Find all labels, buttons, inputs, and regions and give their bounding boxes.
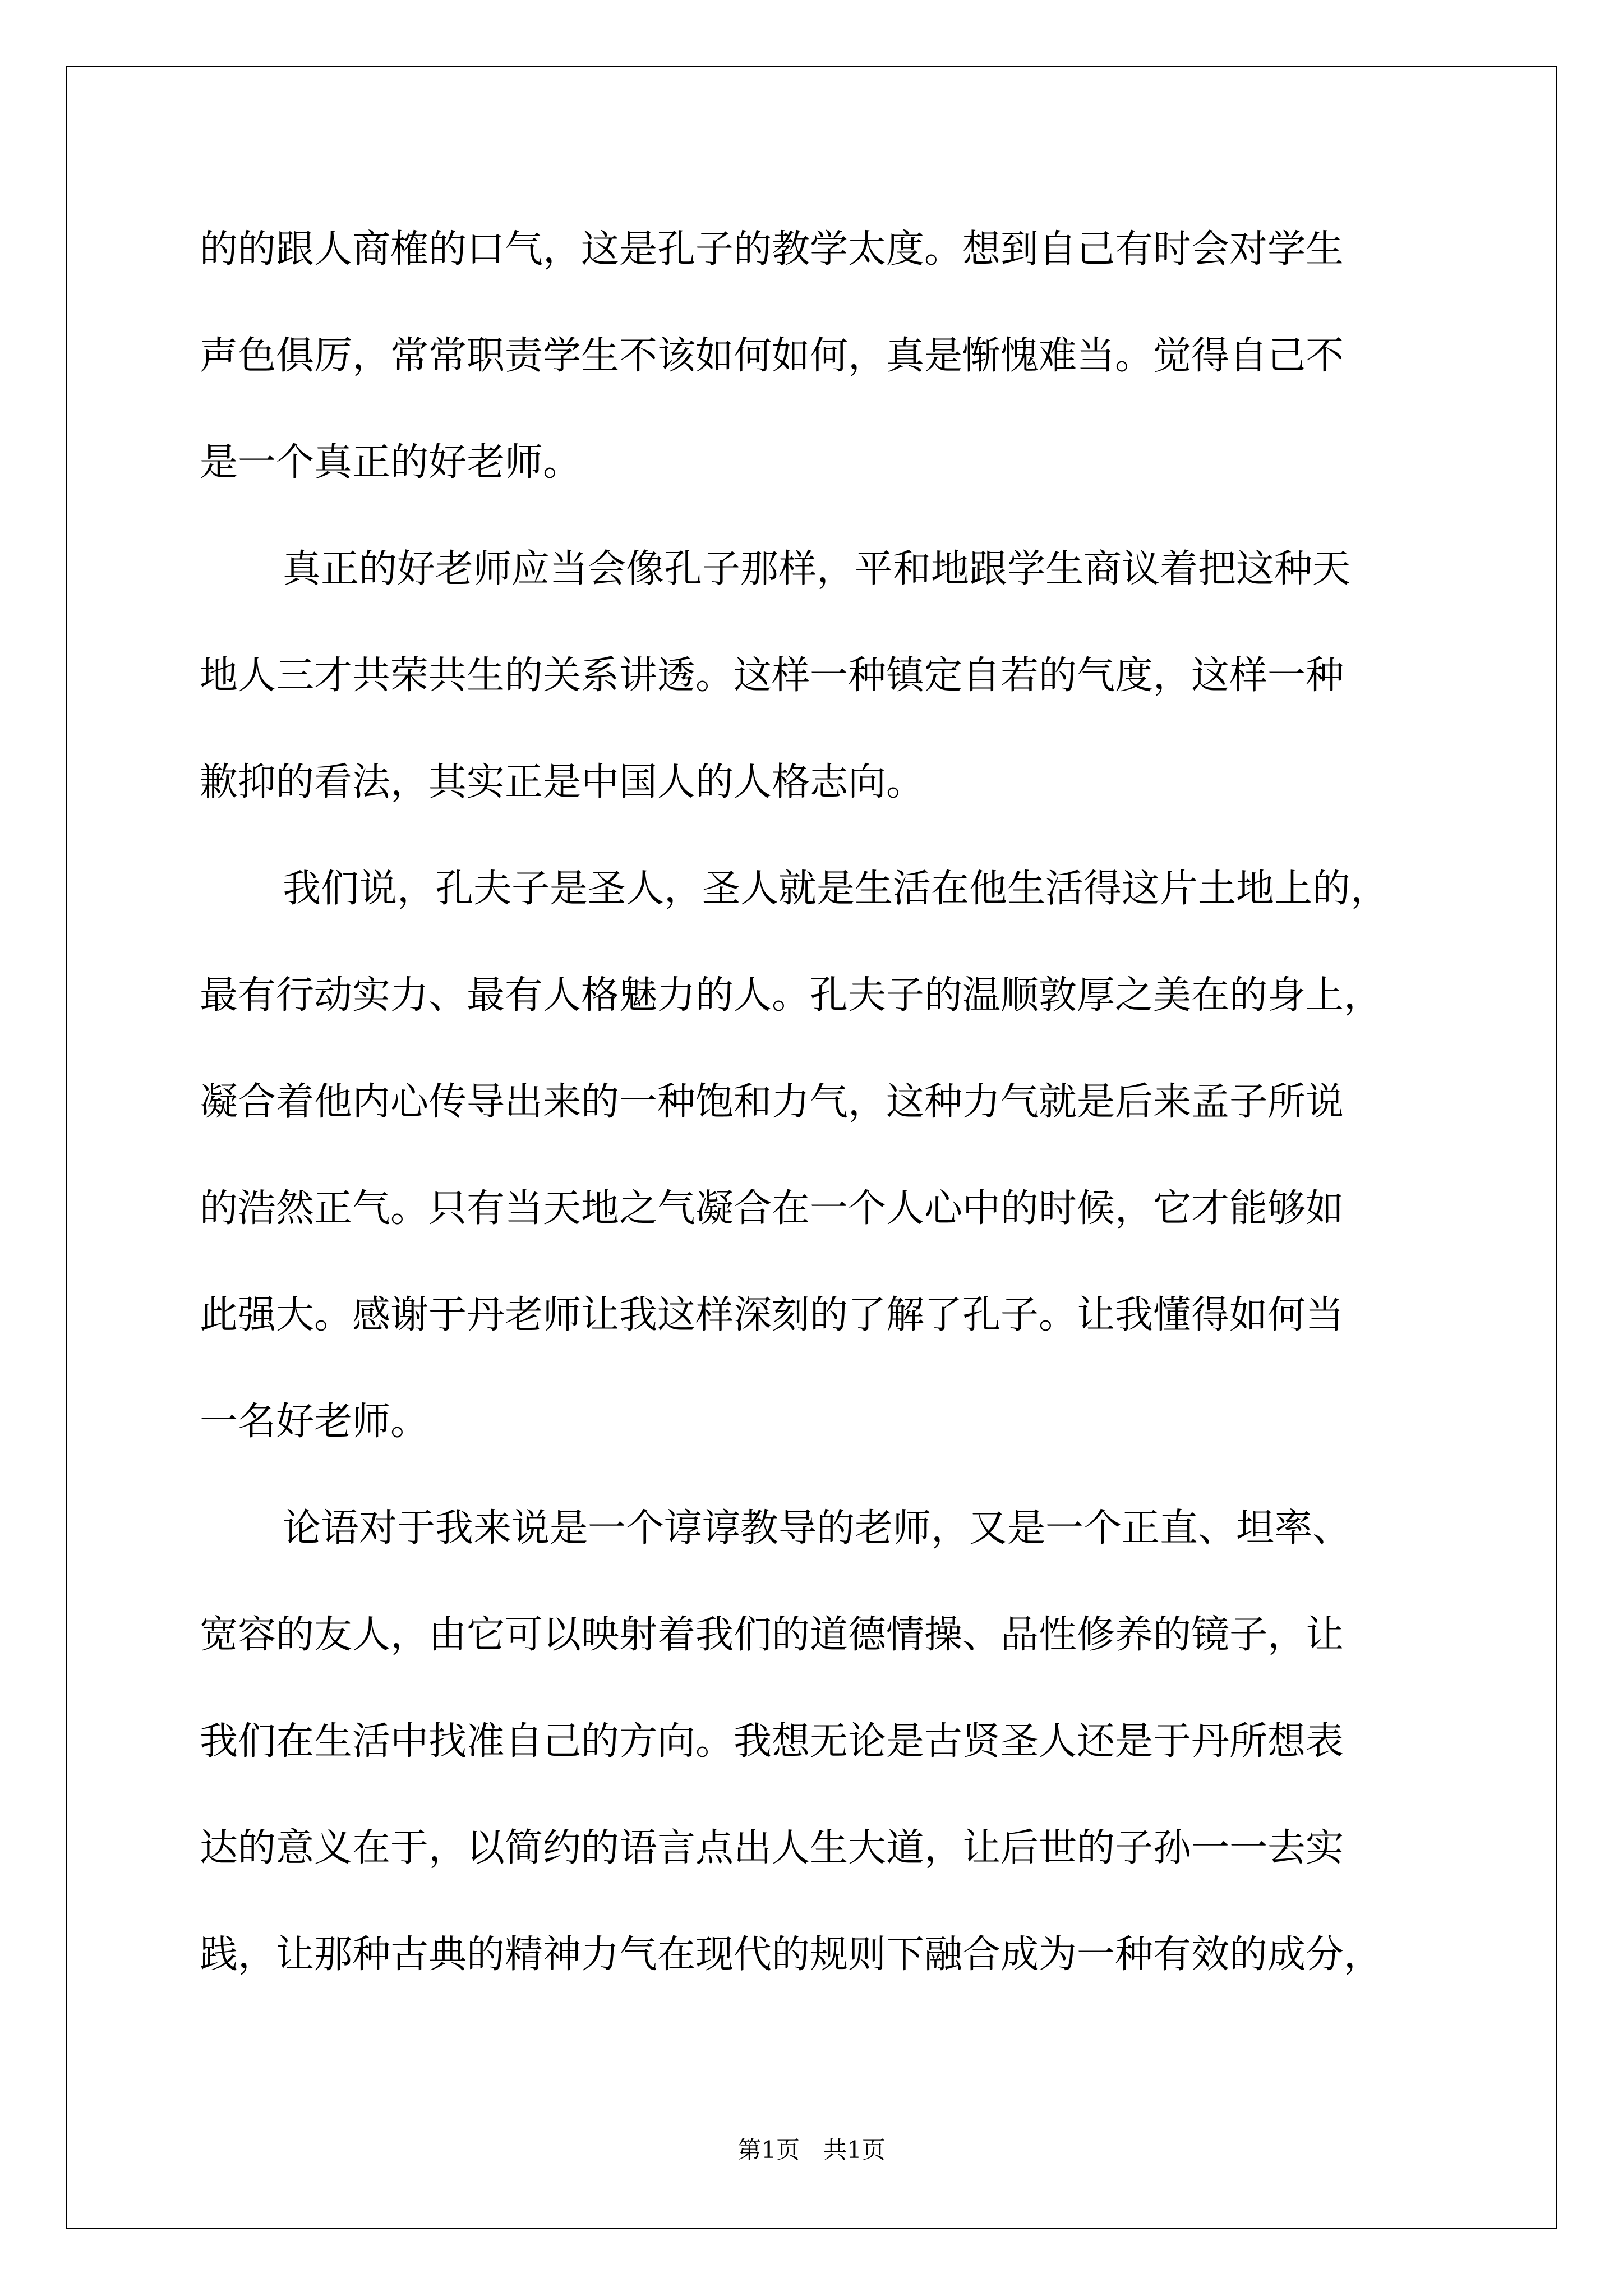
page-footer: 第1页 共1页 (737, 2136, 886, 2164)
paragraph-first-line: 真正的好老师应当会像孔子那样，平和地跟学生商议着把这种天 (283, 547, 1351, 591)
document-body (200, 216, 1428, 2028)
text-line: 歉抑的看法，其实正是中国人的人格志向。 (200, 760, 925, 804)
text-line: 达的意义在于，以简约的语言点出人生大道，让后世的子孙一一去实 (200, 1826, 1344, 1870)
text-line: 的的跟人商榷的口气，这是孔子的教学太度。想到自己有时会对学生 (200, 227, 1344, 272)
text-line: 我们在生活中找准自己的方向。我想无论是古贤圣人还是于丹所想表 (200, 1719, 1344, 1764)
text-line: 地人三才共荣共生的关系讲透。这样一种镇定自若的气度，这样一种 (200, 654, 1344, 698)
text-line: 凝合着他内心传导出来的一种饱和力气，这种力气就是后来孟子所说 (200, 1080, 1344, 1124)
text-line: 宽容的友人，由它可以映射着我们的道德情操、品性修养的镜子，让 (200, 1613, 1344, 1657)
text-line: 一名好老师。 (200, 1400, 429, 1444)
paragraph-first-line: 我们说，孔夫子是圣人，圣人就是生活在他生活得这片土地上的， (283, 867, 1389, 911)
text-line: 此强大。感谢于丹老师让我这样深刻的了解了孔子。让我懂得如何当 (200, 1293, 1344, 1337)
paragraph-first-line: 论语对于我来说是一个谆谆教导的老师，又是一个正直、坦率、 (283, 1506, 1351, 1550)
text-line: 声色俱厉，常常职责学生不该如何如何，真是惭愧难当。觉得自己不 (200, 334, 1344, 378)
text-line: 最有行动实力、最有人格魅力的人。孔夫子的温顺敦厚之美在的身上， (200, 973, 1382, 1018)
text-line: 践，让那种古典的精神力气在现代的规则下融合成为一种有效的成分， (200, 1932, 1382, 1977)
text-line: 的浩然正气。只有当天地之气凝合在一个人心中的时候，它才能够如 (200, 1186, 1344, 1231)
text-line: 是一个真正的好老师。 (200, 440, 582, 485)
